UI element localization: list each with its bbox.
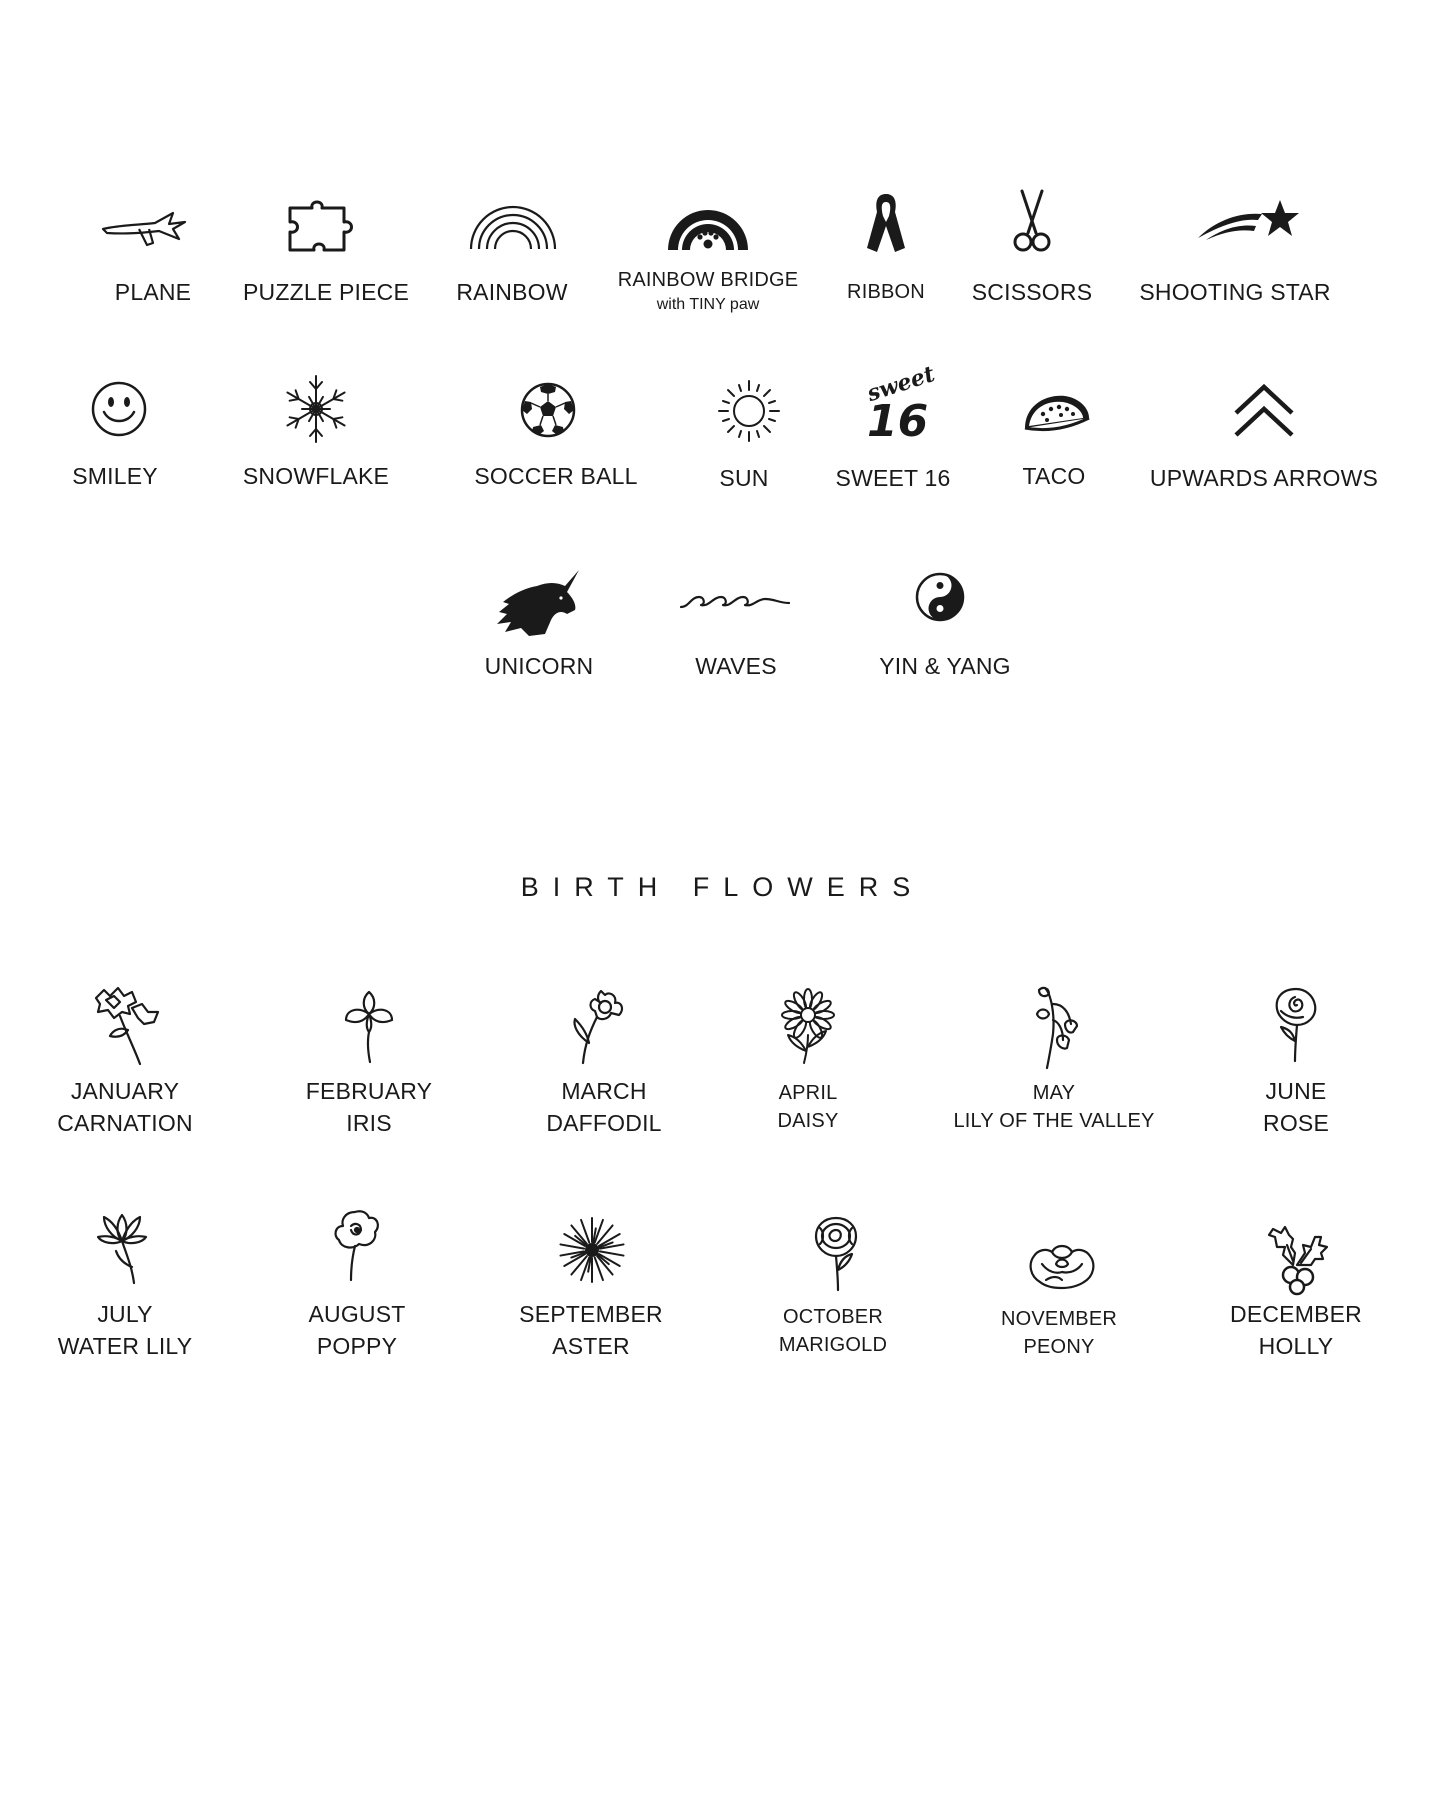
month-label: SEPTEMBER — [519, 1301, 663, 1327]
flower-label: PEONY — [1023, 1336, 1095, 1358]
sun-icon — [716, 378, 782, 444]
shooting-star-icon — [1196, 196, 1300, 244]
month-label: APRIL — [778, 1082, 838, 1104]
holly-icon — [1263, 1225, 1329, 1295]
iris-icon — [342, 988, 396, 1064]
water-lily-icon — [96, 1211, 148, 1285]
smiley-label: SMILEY — [72, 463, 158, 489]
month-label: AUGUST — [308, 1301, 406, 1327]
svg-text:16: 16 — [867, 396, 929, 447]
sweet-16-icon — [857, 360, 939, 447]
puzzle-piece-icon — [284, 198, 368, 256]
marigold-icon — [808, 1214, 864, 1292]
sweet-16-item — [836, 462, 951, 494]
taco-icon — [1021, 388, 1093, 436]
month-label: JUNE — [1265, 1078, 1327, 1104]
flower-item-november — [1001, 1305, 1117, 1361]
soccer-ball-item — [474, 460, 637, 492]
flower-label: IRIS — [346, 1110, 392, 1136]
flower-item-april — [777, 1079, 838, 1135]
flower-label: WATER LILY — [57, 1333, 193, 1359]
waves-label: WAVES — [695, 653, 777, 679]
snowflake-item — [243, 460, 389, 492]
soccer-ball-label: SOCCER BALL — [474, 463, 638, 489]
flower-item-february — [306, 1075, 432, 1139]
sun-item — [719, 462, 768, 494]
scissors-icon — [1008, 189, 1056, 255]
month-label: OCTOBER — [783, 1306, 883, 1328]
month-label: JULY — [97, 1301, 153, 1327]
plane-label: PLANE — [114, 279, 192, 305]
shooting-star-label: SHOOTING STAR — [1139, 279, 1331, 305]
sun-label: SUN — [719, 465, 769, 491]
peony-icon — [1026, 1234, 1098, 1292]
lily-of-the-valley-icon — [1029, 984, 1085, 1070]
flower-item-september — [519, 1298, 663, 1362]
flower-item-may — [953, 1079, 1154, 1135]
flower-label: DAISY — [777, 1110, 839, 1132]
month-label: DECEMBER — [1230, 1301, 1362, 1327]
daffodil-icon — [567, 985, 633, 1065]
flower-item-october — [779, 1303, 887, 1359]
svg-text:sweet: sweet — [863, 360, 939, 408]
smiley-item — [72, 460, 158, 492]
flower-label: POPPY — [316, 1333, 398, 1359]
upwards-arrows-icon — [1233, 383, 1295, 439]
flower-item-june — [1263, 1075, 1329, 1139]
rainbow-bridge-sublabel: with TINY paw — [656, 296, 760, 313]
flower-label: ROSE — [1263, 1110, 1329, 1136]
flower-item-january — [57, 1075, 193, 1139]
ribbon-label: RIBBON — [847, 281, 925, 303]
sweet-16-label: SWEET 16 — [835, 465, 951, 491]
flower-item-march — [546, 1075, 661, 1139]
flower-label: HOLLY — [1258, 1333, 1334, 1359]
taco-item — [1023, 460, 1086, 492]
flower-label: LILY OF THE VALLEY — [953, 1110, 1155, 1132]
unicorn-icon — [495, 568, 585, 638]
yin-yang-icon — [915, 572, 965, 622]
rainbow-bridge-item — [618, 266, 799, 316]
upwards-arrows-item — [1150, 462, 1378, 494]
flower-label: MARIGOLD — [778, 1334, 888, 1356]
snowflake-label: SNOWFLAKE — [242, 463, 390, 489]
daisy-icon — [775, 985, 841, 1065]
soccer-ball-icon — [519, 381, 577, 439]
rainbow-label: RAINBOW — [456, 279, 568, 305]
unicorn-label: UNICORN — [484, 653, 594, 679]
month-label: MAY — [1032, 1082, 1076, 1104]
ribbon-item — [847, 278, 925, 306]
puzzle-piece-label: PUZZLE PIECE — [243, 279, 409, 305]
flower-item-august — [308, 1298, 405, 1362]
month-label: MARCH — [561, 1078, 647, 1104]
carnation-icon — [88, 984, 162, 1066]
plane-icon — [99, 207, 187, 251]
scissors-label: SCISSORS — [971, 279, 1093, 305]
smiley-icon — [90, 380, 148, 438]
flower-label: CARNATION — [57, 1110, 193, 1136]
yin-yang-label: YIN & YANG — [879, 653, 1011, 679]
waves-item — [695, 650, 777, 682]
poppy-icon — [331, 1208, 383, 1282]
rainbow-bridge-label: RAINBOW BRIDGE — [617, 269, 799, 291]
flower-label: DAFFODIL — [546, 1110, 662, 1136]
waves-icon — [679, 591, 791, 613]
yin-yang-item — [879, 650, 1011, 682]
upwards-arrows-label: UPWARDS ARROWS — [1149, 465, 1379, 491]
month-label: FEBRUARY — [305, 1078, 433, 1104]
shooting-star-item — [1139, 276, 1330, 308]
rainbow-item — [456, 276, 567, 308]
plane-item — [115, 276, 191, 308]
flower-item-december — [1230, 1298, 1362, 1362]
month-label: JANUARY — [70, 1078, 180, 1104]
rainbow-icon — [467, 193, 559, 251]
aster-icon — [557, 1215, 627, 1285]
month-label: NOVEMBER — [1000, 1308, 1118, 1330]
unicorn-item — [485, 650, 594, 682]
snowflake-icon — [281, 374, 351, 444]
ribbon-icon — [865, 188, 907, 256]
flower-label: ASTER — [552, 1333, 630, 1359]
puzzle-piece-item — [243, 276, 409, 308]
flower-item-july — [58, 1298, 193, 1362]
birth-flowers-title: BIRTH FLOWERS — [520, 872, 925, 902]
rose-icon — [1269, 985, 1323, 1063]
rainbow-bridge-icon — [666, 188, 750, 252]
scissors-item — [972, 276, 1092, 308]
taco-label: TACO — [1022, 463, 1086, 489]
